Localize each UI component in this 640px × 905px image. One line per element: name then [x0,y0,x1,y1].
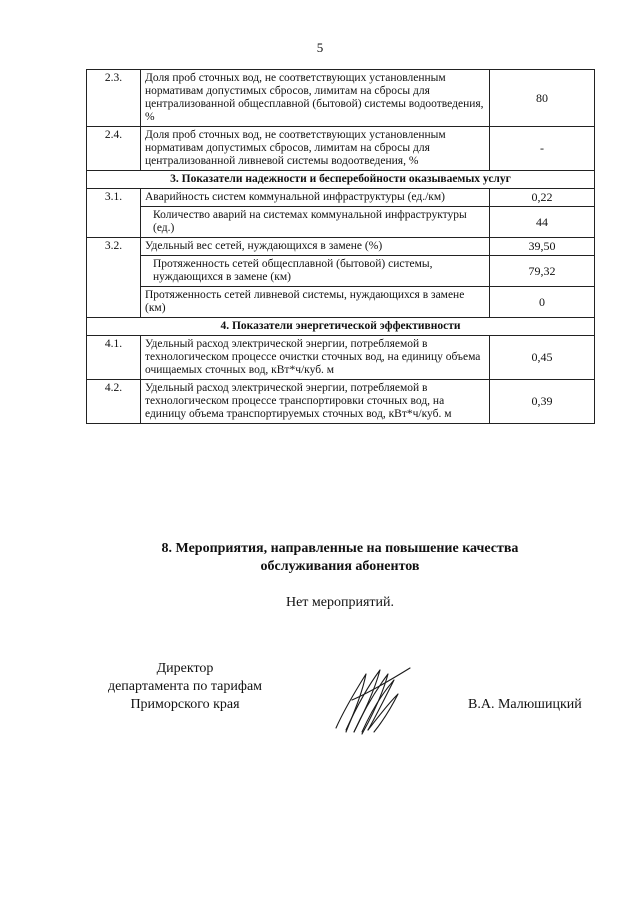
table-row [87,127,595,171]
row-value: - [490,127,595,171]
row-number: 3.2. [87,238,141,318]
signer-position-line-3: Приморского края [130,697,240,712]
row-description: Доля проб сточных вод, не соответствующих установленным нормативам допустимых сбросов, лимитам на сбросы для централизованной ливневой системы водоотведения, % [141,127,490,171]
indicators-table [86,69,595,424]
table-row [87,380,595,424]
section-header-row [87,318,595,336]
row-description: Доля проб сточных вод, не соответствующих установленным нормативам допустимых сбросов, лимитам на сбросы для централизованной общесплавной (бытовой) системы водоотведения, % [141,70,490,127]
row-description: Аварийность систем коммунальной инфраструктуры (ед./км) [141,189,490,207]
row-description: Удельный расход электрической энергии, потребляемой в технологическом процессе транспортировки сточных вод, на единицу объема транспортируемых сточных вод, кВт*ч/куб. м [141,380,490,424]
measures-heading-line-1: 8. Мероприятия, направленные на повышение качества [161,541,519,556]
row-value: 0,39 [490,380,595,424]
section-header-row [87,171,595,189]
row-number: 3.1. [87,189,141,238]
row-value: 0,22 [490,189,595,207]
row-number: 2.3. [87,70,141,127]
measures-heading-line-2: обслуживания абонентов [260,559,420,574]
row-description: Протяженность сетей общесплавной (бытовой) системы, нуждающихся в замене (км) [141,256,490,287]
indicators-table-body [87,70,595,424]
section-title: 3. Показатели надежности и бесперебойности оказываемых услуг [87,171,595,189]
table-row [87,336,595,380]
table-row [87,238,595,256]
row-value: 80 [490,70,595,127]
signer-name: В.А. Малюшицкий [468,697,582,712]
handwritten-signature [322,660,422,740]
row-value: 39,50 [490,238,595,256]
row-description: Протяженность сетей ливневой системы, нуждающихся в замене (км) [141,287,490,318]
table-row [87,70,595,127]
row-number: 4.2. [87,380,141,424]
signer-position-line-2: департамента по тарифам [107,679,263,694]
row-description: Количество аварий на системах коммунальной инфраструктуры (ед.) [141,207,490,238]
table-row [87,207,595,238]
row-number: 2.4. [87,127,141,171]
signer-position-line-1: Директор [156,661,214,676]
page-number: 5 [316,40,324,55]
row-value: 0 [490,287,595,318]
row-number: 4.1. [87,336,141,380]
row-value: 79,32 [490,256,595,287]
row-value: 44 [490,207,595,238]
measures-body: Нет мероприятий. [285,595,395,610]
row-description: Удельный расход электрической энергии, потребляемой в технологическом процессе очистки сточных вод, на единицу объема очищаемых сточных вод, кВт*ч/куб. м [141,336,490,380]
table-row [87,189,595,207]
row-description: Удельный вес сетей, нуждающихся в замене (%) [141,238,490,256]
section-title: 4. Показатели энергетической эффективности [87,318,595,336]
signer-position [90,660,280,714]
row-value: 0,45 [490,336,595,380]
table-row [87,256,595,287]
table-row [87,287,595,318]
measures-heading [0,540,640,576]
